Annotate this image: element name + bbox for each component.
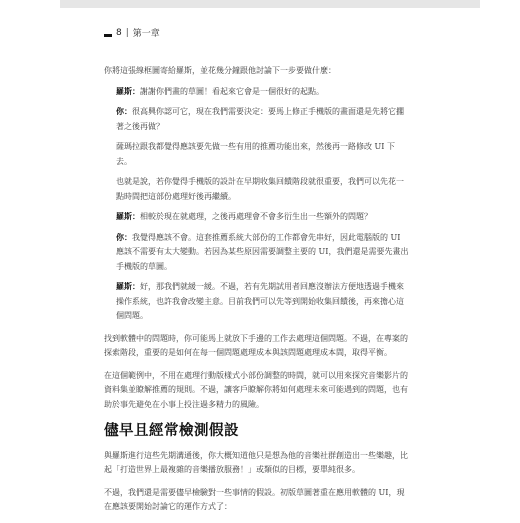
page-header xyxy=(104,26,160,39)
dialogue-text: 很高興你認可它，現在我們需要決定：要馬上修正手機版的畫面還是先將它擱著之後再做？ xyxy=(116,107,404,131)
dialogue-line xyxy=(104,280,410,324)
section-heading: 儘早且經常檢測假設 xyxy=(104,423,239,439)
speaker-label: 羅斯： xyxy=(116,282,140,291)
speaker-label: 你： xyxy=(116,107,132,116)
section-paragraph: 不過，我們還是需要儘早檢驗對一些事情的假設。初版草圖著重在應用軟體的 UI，現在應該要開始討論它的運作方式了： xyxy=(104,487,405,511)
body-paragraph: 在這個範例中，不用在處理行動版樣式小部份調整的時間，就可以用來探究音樂影片的資料集並瞭解推薦的規則。不過，讓客戶瞭解你將如何處理未來可能遇到的問題，也有助於事先避免在小事上投注過多精力的風險。 xyxy=(104,370,408,409)
dialogue-line xyxy=(104,85,410,100)
intro-paragraph: 你將這張線框圖寄給羅斯，並花幾分鐘跟他討論下一步要做什麼： xyxy=(104,66,336,75)
dialogue-text: 謝謝你們畫的草圖！看起來它會是一個很好的起點。 xyxy=(140,86,324,96)
speaker-label: 羅斯： xyxy=(116,212,140,221)
chapter-title: 第一章 xyxy=(132,29,160,39)
header-separator: | xyxy=(125,27,129,38)
speaker-label: 你： xyxy=(116,232,132,242)
page-number: 8 xyxy=(116,27,122,38)
dialogue-line xyxy=(104,175,410,204)
top-page-strip xyxy=(60,0,480,8)
dialogue-text: 相較於現在就處理，之後再處理會不會多衍生出一些額外的問題？ xyxy=(140,212,372,221)
dialogue-text: 好，那我們就緩一緩。不過，若有先期試用者回應沒辦法方便地透過手機來操作系統，也許我會改變主意。目前我們可以先等到開始收集回饋後，再來擔心這個問題。 xyxy=(116,282,404,320)
dialogue-line xyxy=(104,210,410,225)
section-paragraph: 與羅斯進行這些先期溝通後，你大概知道他只是想為他的音樂社群創造出一些樂趣，比起「打造世界上最複雜的音樂播放服務！」或類似的目標，要單純很多。 xyxy=(104,450,408,474)
dialogue-text: 也就是說，若你覺得手機版的設計在早期收集回饋階段就很重要，我們可以先花一點時間把這部份處理好後再繼續。 xyxy=(116,177,404,201)
dialogue-line xyxy=(104,140,410,169)
dialogue-line xyxy=(104,231,410,275)
dialogue-line xyxy=(104,105,410,134)
header-marker xyxy=(104,34,112,37)
speaker-label: 羅斯： xyxy=(116,86,140,96)
dialogue-text: 薩瑪拉跟我都覺得應該要先做一些有用的推薦功能出來，然後再一路修改 UI 下去。 xyxy=(116,142,395,166)
dialogue-text: 我覺得應該不會。這套推薦系統大部份的工作都會先串好，因此電腦版的 UI 應該不需要有太大變動。若因為某些原因需要調整主要的 UI，我們還是需要先畫出手機版的草圖。 xyxy=(116,232,409,271)
body-paragraph: 找到軟體中的問題時，你可能馬上就放下手邊的工作去處理這個問題。不過，在專案的探索階段，重要的是如何在每一個問題處理成本與該問題處理成本間，取得平衡。 xyxy=(104,333,408,357)
page-content xyxy=(104,64,410,523)
